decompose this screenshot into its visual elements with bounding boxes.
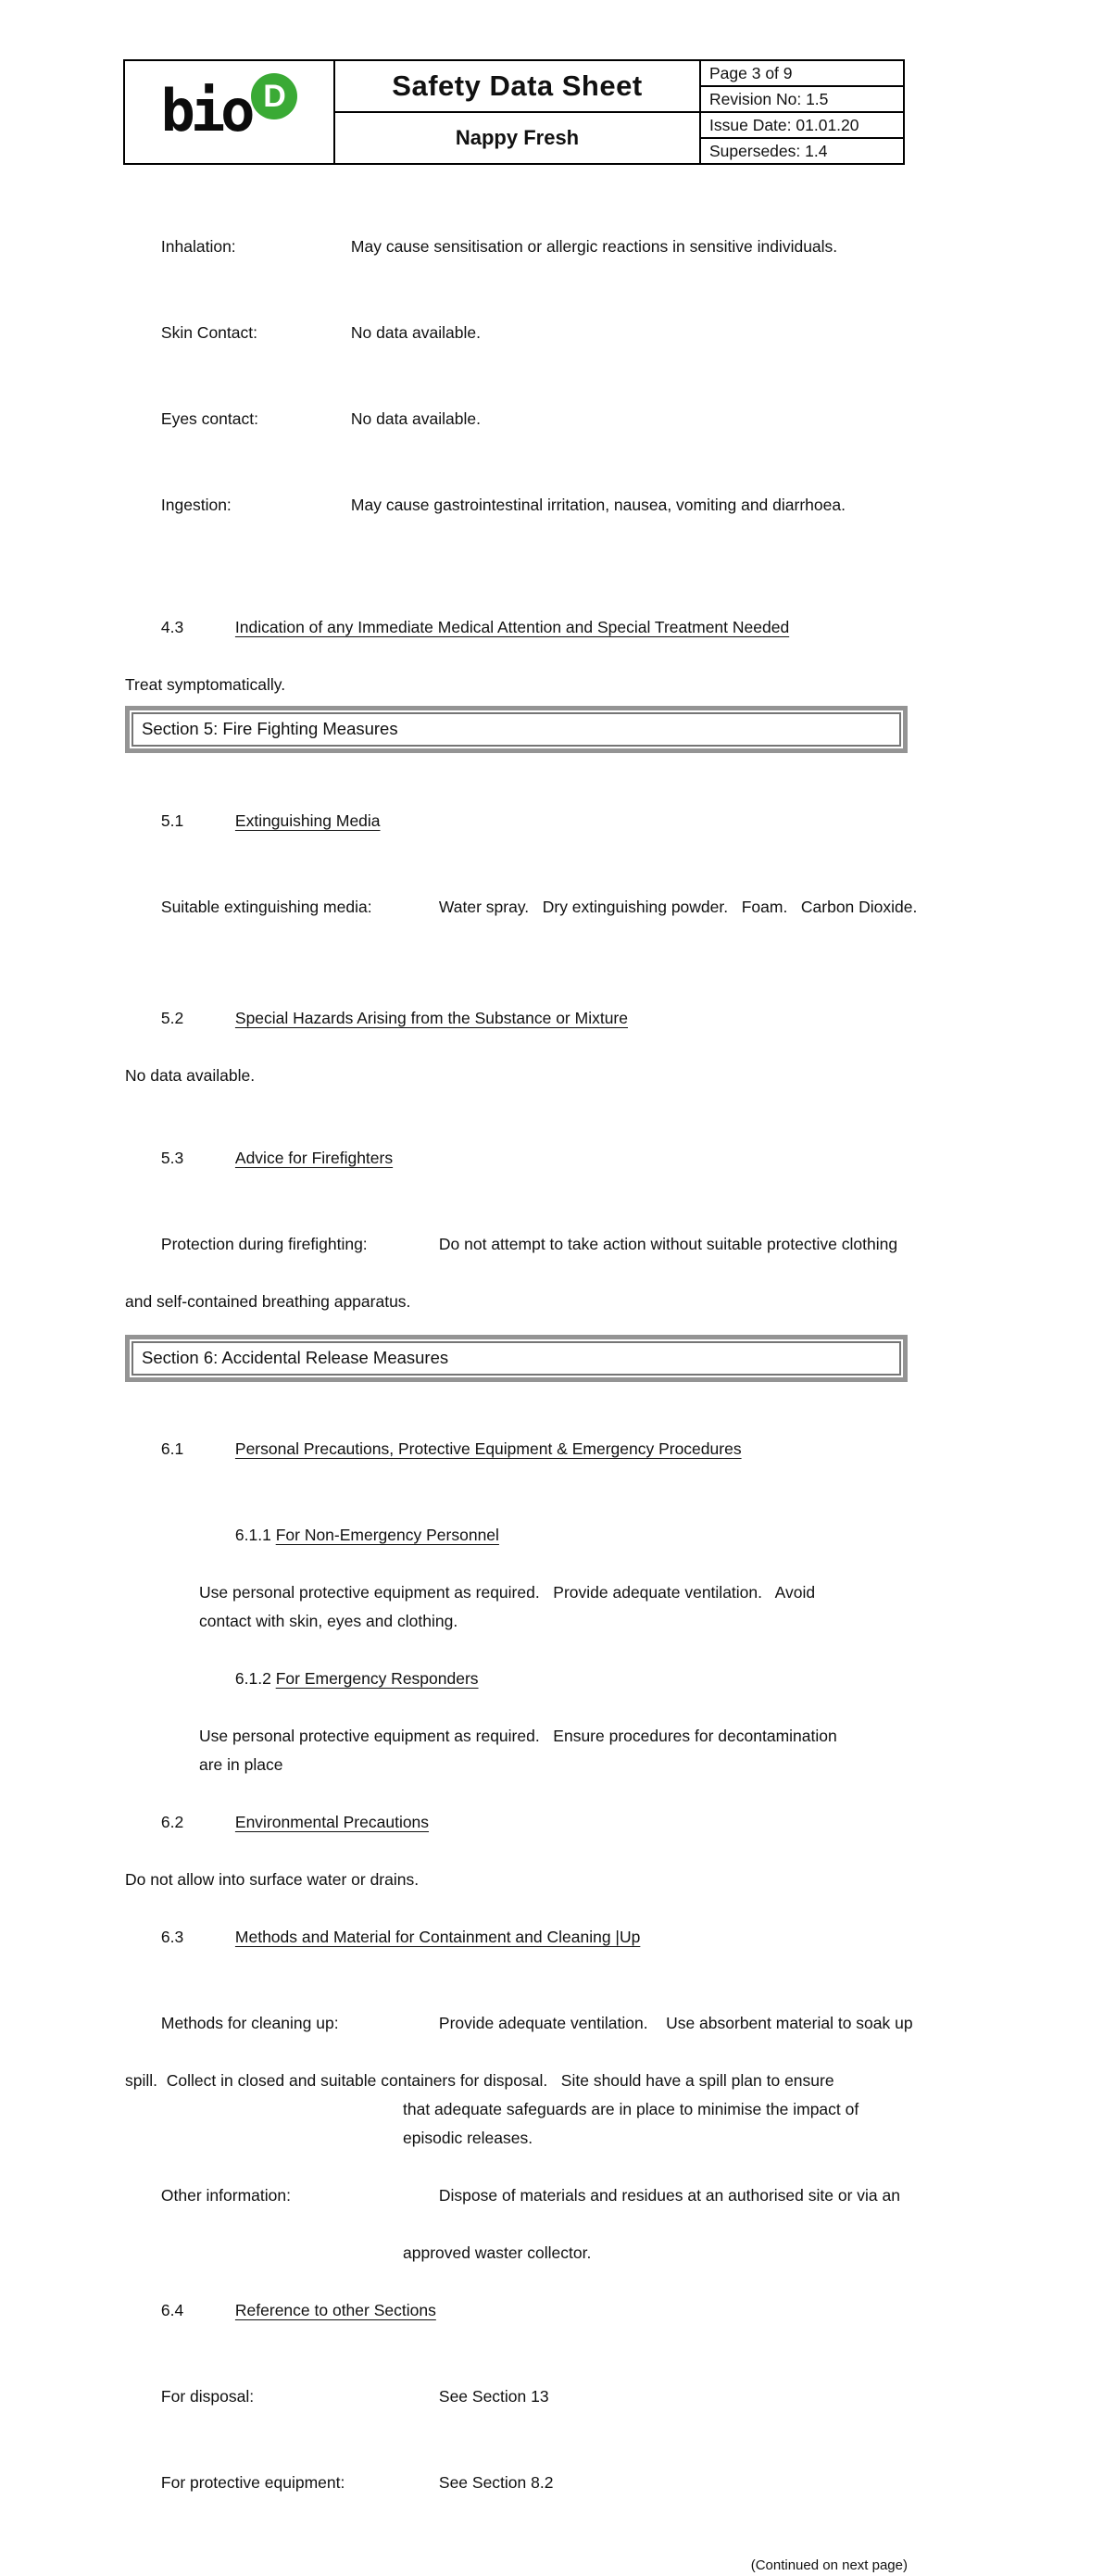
section-6-1-2-body-line2: are in place [199, 1755, 283, 1774]
heading-title: Reference to other Sections [234, 2301, 436, 2319]
supersedes: Supersedes: 1.4 [700, 138, 904, 164]
section-5-header-bar [125, 706, 908, 753]
header-table [123, 59, 905, 165]
row-label: Suitable extinguishing media: [160, 898, 372, 916]
heading-title: Environmental Precautions [234, 1813, 430, 1831]
row-label: Other information: [160, 2186, 291, 2205]
section-5-2-heading [125, 975, 908, 1062]
document-title-cell [334, 60, 700, 112]
firefighting-protection-row [125, 1201, 908, 1288]
other-information-row [125, 2153, 908, 2239]
section-6-header-bar [125, 1335, 908, 1382]
protective-equipment-reference-row [125, 2440, 908, 2526]
section-5-2-body: No data available. [125, 1066, 256, 1085]
section-5-1-block [125, 778, 918, 950]
section-6-4-heading [125, 2268, 908, 2354]
heading-number: 6.4 [160, 2301, 184, 2319]
cleaning-methods-line2: spill. Collect in closed and suitable containers for disposal. Site should have a spill plan to ensure [125, 2071, 834, 2090]
row-label: Ingestion: [160, 496, 232, 514]
other-information-cont: approved waster collector. [403, 2243, 592, 2262]
skin-contact-row [125, 290, 908, 376]
exposure-routes-block [125, 204, 908, 548]
section-5-2-block [125, 975, 908, 1090]
row-value: No data available. [350, 323, 482, 342]
row-value: May cause gastrointestinal irritation, nausea, vomiting and diarrhoea. [350, 496, 846, 514]
logo-d-badge: D [251, 73, 297, 119]
cleaning-methods-row [125, 1980, 913, 2067]
revision-number: Revision No: 1.5 [700, 86, 904, 112]
cleaning-methods-line3: that adequate safeguards are in place to minimise the impact of [403, 2100, 859, 2118]
page-number: Page 3 of 9 [700, 60, 904, 86]
logo-text: bio [160, 77, 251, 145]
disposal-reference-row [125, 2354, 908, 2440]
row-value: Dispose of materials and residues at an authorised site or via an [438, 2186, 900, 2205]
row-value: Provide adequate ventilation. Use absorbent material to soak up [438, 2014, 913, 2032]
document-title: Safety Data Sheet [392, 69, 643, 102]
heading-title: Personal Precautions, Protective Equipment & Emergency Procedures [234, 1439, 742, 1458]
inhalation-row [125, 204, 908, 290]
heading-title: For Emergency Responders [275, 1669, 479, 1688]
heading-title: Methods and Material for Containment and Cleaning |Up [234, 1928, 641, 1946]
heading-title: Special Hazards Arising from the Substance or Mixture [234, 1009, 628, 1027]
section-5-3-heading [125, 1115, 908, 1201]
row-value: See Section 8.2 [438, 2473, 554, 2492]
row-value: Water spray. Dry extinguishing powder. Foam. Carbon Dioxide. [438, 898, 918, 916]
row-value: Do not attempt to take action without suitable protective clothing [438, 1235, 898, 1253]
row-label: For disposal: [160, 2387, 255, 2406]
section-6-1-1-heading [125, 1492, 908, 1578]
section-6-1-2-body-line1: Use personal protective equipment as required. Ensure procedures for decontamination [199, 1727, 837, 1745]
section-4-3-body: Treat symptomatically. [125, 675, 286, 694]
row-value: See Section 13 [438, 2387, 549, 2406]
section-6-1-2-heading [125, 1636, 908, 1722]
heading-title: Indication of any Immediate Medical Attention and Special Treatment Needed [234, 618, 790, 636]
sds-page [0, 59, 1103, 2576]
product-name-cell [334, 112, 700, 164]
extinguishing-media-row [125, 864, 918, 950]
heading-number: 5.3 [160, 1149, 184, 1167]
bio-d-logo [161, 75, 298, 149]
heading-number: 6.1.1 [234, 1526, 276, 1544]
heading-number: 6.1.2 [234, 1669, 276, 1688]
row-label: For protective equipment: [160, 2473, 345, 2492]
section-6-2-body: Do not allow into surface water or drains. [125, 1870, 420, 1889]
row-label: Protection during firefighting: [160, 1235, 368, 1253]
section-5-1-heading [125, 778, 908, 864]
heading-title: Extinguishing Media [234, 811, 381, 830]
heading-title: For Non-Emergency Personnel [275, 1526, 499, 1544]
row-label: Skin Contact: [160, 323, 257, 342]
heading-number: 5.2 [160, 1009, 184, 1027]
document-body [125, 204, 918, 2576]
section-5-header-title: Section 5: Fire Fighting Measures [132, 712, 901, 747]
section-4-3-heading [125, 584, 908, 671]
section-4-3-block [125, 584, 908, 699]
row-label: Eyes contact: [160, 409, 258, 428]
section-6-3-heading [125, 1894, 908, 1980]
section-6-body [125, 1406, 913, 2526]
logo-cell [124, 60, 334, 164]
row-label: Inhalation: [160, 237, 236, 256]
section-5-3-block [125, 1115, 908, 1316]
heading-number: 4.3 [160, 618, 184, 636]
firefighting-protection-cont: and self-contained breathing apparatus. [125, 1292, 411, 1311]
heading-number: 6.2 [160, 1813, 184, 1831]
section-6-1-heading [125, 1406, 908, 1492]
section-6-1-1-body-line2: contact with skin, eyes and clothing. [199, 1612, 458, 1630]
heading-number: 6.3 [160, 1928, 184, 1946]
section-6-2-heading [125, 1779, 908, 1866]
row-value: No data available. [350, 409, 482, 428]
eyes-contact-row [125, 376, 908, 462]
row-value: May cause sensitisation or allergic reactions in sensitive individuals. [350, 237, 838, 256]
ingestion-row [125, 462, 908, 548]
issue-date: Issue Date: 01.01.20 [700, 112, 904, 138]
heading-number: 6.1 [160, 1439, 184, 1458]
product-name: Nappy Fresh [455, 126, 580, 149]
row-label: Methods for cleaning up: [160, 2014, 339, 2032]
section-6-header-title: Section 6: Accidental Release Measures [132, 1341, 901, 1376]
continued-note: (Continued on next page) [750, 2557, 908, 2573]
heading-title: Advice for Firefighters [234, 1149, 394, 1167]
heading-number: 5.1 [160, 811, 184, 830]
section-6-1-1-body-line1: Use personal protective equipment as required. Provide adequate ventilation. Avoid [199, 1583, 816, 1602]
cleaning-methods-line4: episodic releases. [403, 2129, 533, 2147]
